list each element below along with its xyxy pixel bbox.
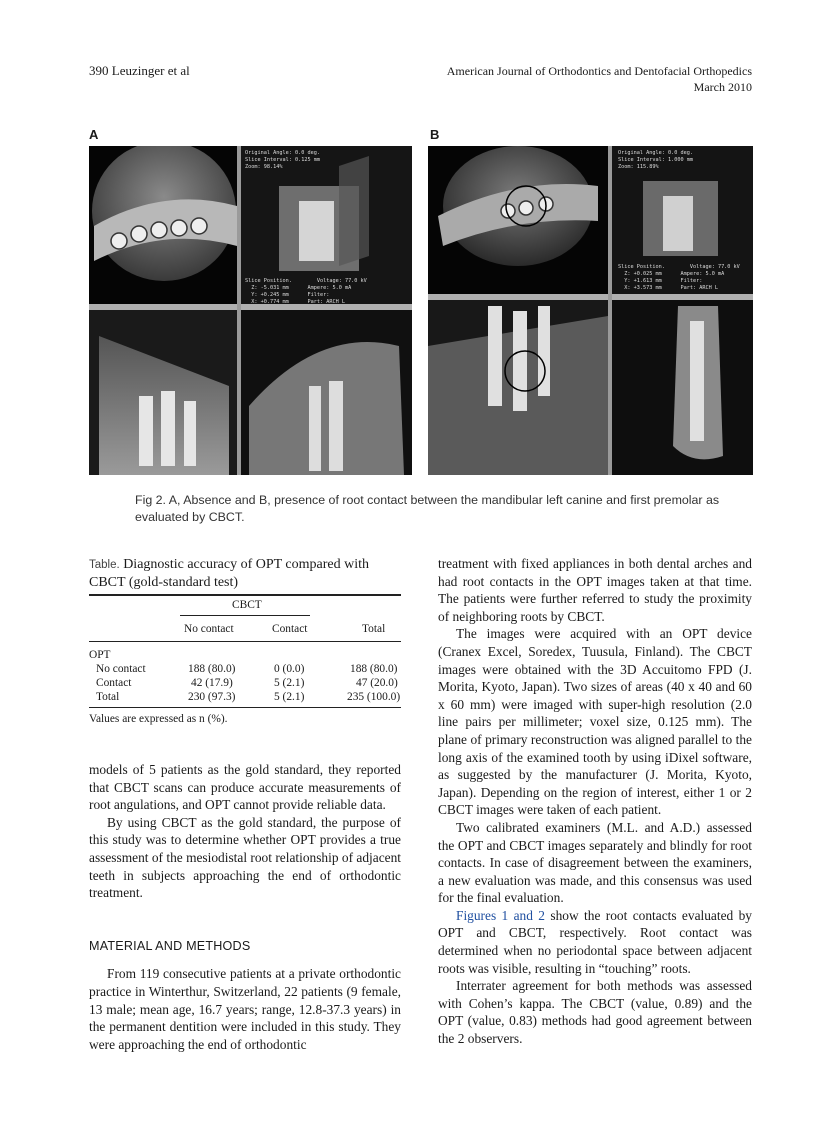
table-label: Table.	[89, 559, 120, 571]
figure-panel-b	[428, 146, 753, 475]
running-header-journal	[447, 63, 752, 95]
left-column	[89, 761, 401, 1053]
table-section-label: OPT	[89, 649, 111, 661]
figure-reference-link[interactable]: Figures 1 and 2	[456, 907, 546, 923]
body-paragraph: The images were acquired with an OPT device (Cranex Excel, Soredex, Tuusula, Finland). The CBCT images were obtained with the 3D Accuitomo FPD (J. Morita, Kyoto, Japan). Two sizes of areas (40 x 40 and 60 x 60 mm) were imaged with super-high resolution (2.0 line pairs per millimeter; voxel size, 0.125 mm). The plane of primary reconstruction was aligned parallel to the long axis of the examined tooth by using iDixel software, as suggested by the manufacturer (J. Morita, Kyoto, Japan). Depending on the region of interest, either 1 or 2 CBCT images were taken of each patient.	[438, 626, 752, 818]
table-cell: 188 (80.0)	[188, 663, 236, 675]
scan-info-a-top: Original Angle: 0.0 deg. Slice Interval: 0.125 mm Zoom: 98.14%	[245, 150, 320, 170]
table-group-rule	[180, 615, 310, 616]
issue-date: March 2010	[693, 80, 752, 94]
figure-caption: Fig 2. A, Absence and B, presence of root contact between the mandibular left canine and first premolar as evaluated by CBCT.	[135, 493, 720, 524]
table-title	[89, 556, 401, 591]
table-cell: 188 (80.0)	[350, 663, 398, 675]
scan-info-a-bottom: Slice Position. Voltage: 77.0 kV Z: -5.031 mm Ampere: 5.0 mA Y: +0.245 mm Filter: X: +0.774 mm Part: ARCH L	[245, 278, 367, 305]
figure-panel-a	[89, 146, 412, 475]
table-header-rule	[89, 641, 401, 642]
table-group-header: CBCT	[232, 599, 262, 611]
table-row-label: Contact	[96, 677, 132, 689]
panel-label-b: B	[430, 127, 440, 142]
table-cell: 0 (0.0)	[274, 663, 305, 675]
right-column	[438, 555, 752, 1048]
table-title-text: Diagnostic accuracy of OPT compared with CBCT (gold-standard test)	[89, 557, 370, 590]
table-top-rule	[89, 594, 401, 596]
table-cell: 42 (17.9)	[191, 677, 233, 689]
table-cell: 230 (97.3)	[188, 691, 236, 703]
body-text: show the root contacts evaluated by OPT and CBCT, respectively. Root contact was determined when no periodontal space between adjacent roots was visible, resulting in “touching” roots.	[438, 907, 752, 976]
body-paragraph: From 119 consecutive patients at a private orthodontic practice in Winterthur, Switzerland, 22 patients (9 female, 13 male; mean age, 16.7 years; range, 12.8-37.3 years) in the permanent dentition were included in this study. They were approaching the end of orthodontic	[89, 966, 401, 1052]
table-col-header: Contact	[272, 623, 308, 635]
body-paragraph: treatment with fixed appliances in both dental arches and had root contacts in the OPT images taken at that time. The patients were further referred to study the proximity of neighboring roots by CBCT.	[438, 556, 752, 624]
section-heading: MATERIAL AND METHODS	[89, 938, 251, 953]
body-paragraph: By using CBCT as the gold standard, the purpose of this study was to determine whether OPT provides a true assessment of the mesiodistal root relationship of adjacent teeth in subjects approaching the end of orthodontic treatment.	[89, 814, 401, 901]
panel-label-a: A	[89, 127, 99, 142]
table-row-label: Total	[96, 691, 120, 703]
body-paragraph	[438, 907, 752, 977]
table-cell: 235 (100.0)	[347, 691, 401, 703]
table-cell: 5 (2.1)	[274, 691, 305, 703]
table-cell: 5 (2.1)	[274, 677, 305, 689]
table-row-label: No contact	[96, 663, 146, 675]
scan-info-b-top: Original Angle: 0.0 deg. Slice Interval: 1.000 mm Zoom: 115.89%	[618, 150, 693, 170]
table-note: Values are expressed as n (%).	[89, 713, 228, 725]
body-paragraph: models of 5 patients as the gold standard, they reported that CBCT scans can produce accurate measurements of root angulations, and OPT cannot provide reliable data.	[89, 762, 401, 813]
cbct-scan-image-b	[428, 146, 753, 475]
table-bottom-rule	[89, 707, 401, 708]
running-header-author: 390 Leuzinger et al	[89, 63, 190, 78]
scan-info-b-bottom: Slice Position. Voltage: 77.0 kV Z: +0.025 mm Ampere: 5.0 mA Y: +1.613 mm Filter: X: +3.573 mm Part: ARCH L	[618, 264, 740, 291]
table-cell: 47 (20.0)	[356, 677, 398, 689]
body-paragraph: Interrater agreement for both methods was assessed with Cohen’s kappa. The CBCT (value, 0.89) and the OPT (value, 0.83) methods had good agreement between the 2 observers.	[438, 978, 752, 1047]
table-col-header: Total	[362, 623, 386, 635]
body-paragraph: Two calibrated examiners (M.L. and A.D.) assessed the OPT and CBCT images separately and blindly for root contacts. In case of disagreement between the examiners, a new evaluation was made, and this consensus was used for the final evaluation.	[438, 819, 752, 906]
journal-name: American Journal of Orthodontics and Dentofacial Orthopedics	[446, 64, 752, 78]
table-col-header: No contact	[184, 623, 234, 635]
cbct-scan-image-a	[89, 146, 412, 475]
